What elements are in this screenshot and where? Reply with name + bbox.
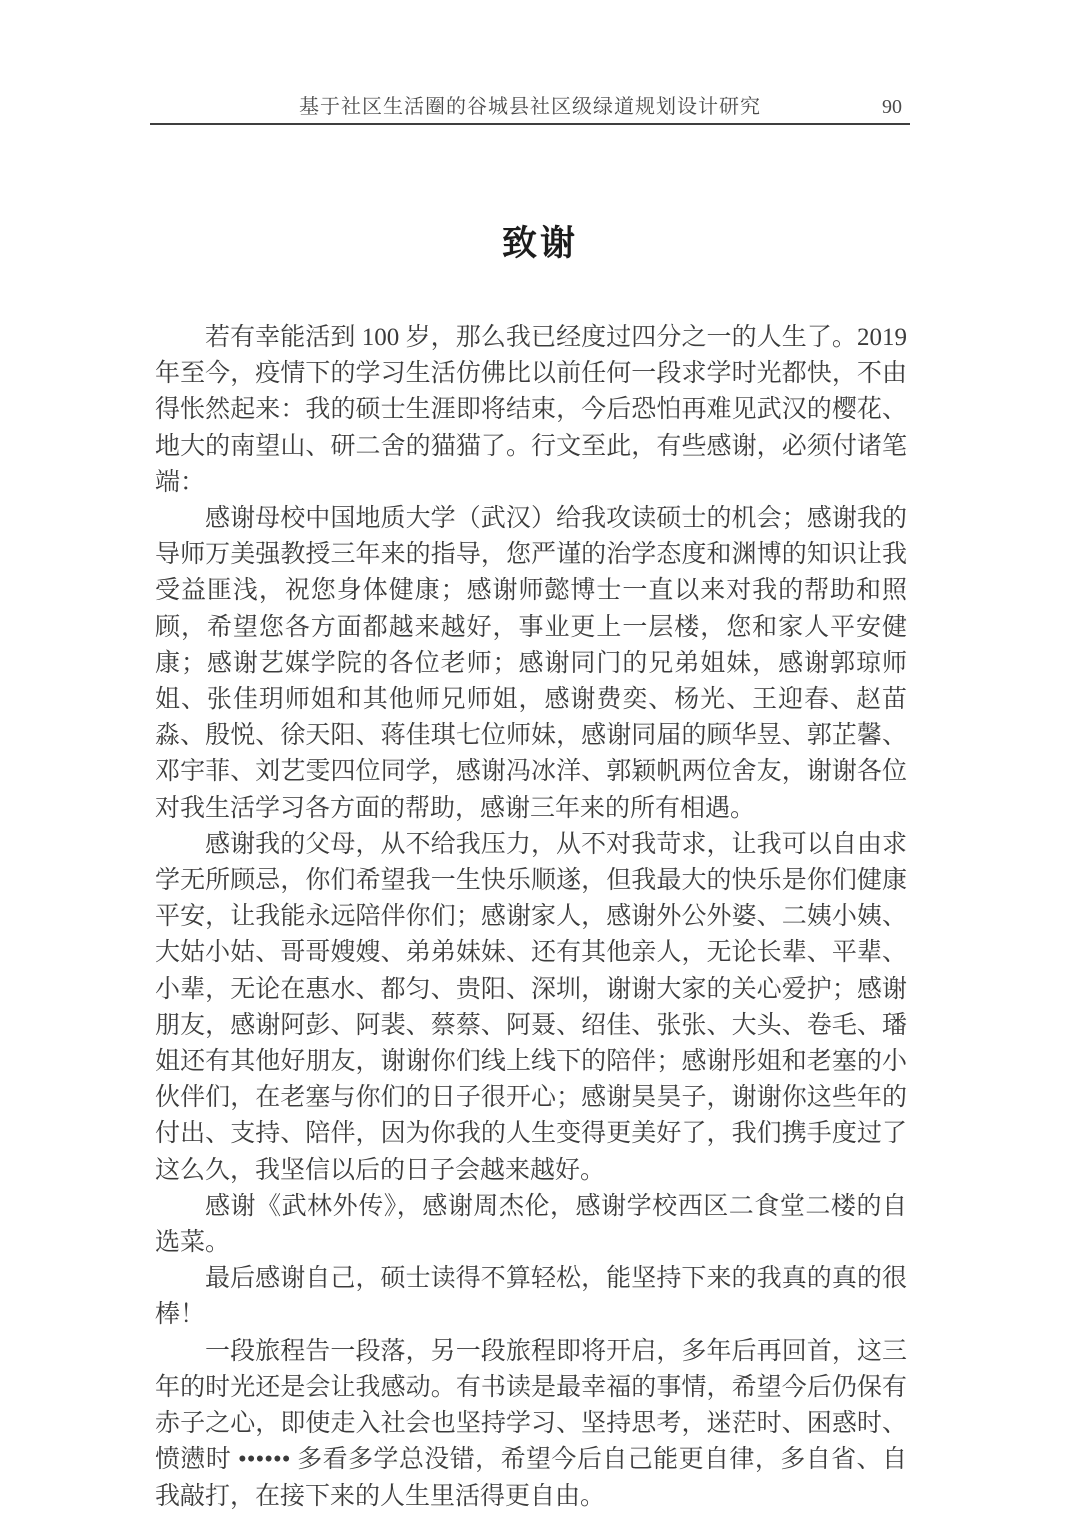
page-number: 90 [882,96,902,118]
paragraph-4: 感谢《武林外传》，感谢周杰伦，感谢学校西区二食堂二楼的自选菜。 [155,1192,907,1257]
paragraph-6: 一段旅程告一段落，另一段旅程即将开启，多年后再回首，这三年的时光还是会让我感动。有书读是最幸福的事情，希望今后仍保有赤子之心，即使走入社会也坚持学习、坚持思考，迷茫时、困惑时、愤懑时 •••••• 多看多学总没错，希望今后自己能更自律，多自省、自我敲打，在接下来的人生里活得更自由。 [155,1337,907,1510]
acknowledgements-body [155,320,907,1515]
section-title: 致谢 [501,224,578,263]
paragraph-3: 感谢我的父母，从不给我压力，从不对我苛求，让我可以自由求学无所顾忌，你们希望我一生快乐顺遂，但我最大的快乐是你们健康平安，让我能永远陪伴你们；感谢家人，感谢外公外婆、二姨小姨、大姑小姑、哥哥嫂嫂、弟弟妹妹、还有其他亲人，无论长辈、平辈、小辈，无论在惠水、都匀、贵阳、深圳，谢谢大家的关心爱护；感谢朋友，感谢阿彭、阿裴、蔡蔡、阿聂、绍佳、张张、大头、卷毛、璠姐还有其他好朋友，谢谢你们线上线下的陪伴；感谢彤姐和老塞的小伙伴们，在老塞与你们的日子很开心；感谢昊昊子，谢谢你这些年的付出、支持、陪伴，因为你我的人生变得更美好了，我们携手度过了这么久，我坚信以后的日子会越来越好。 [155,830,907,1184]
running-header-title: 基于社区生活圈的谷城县社区级绿道规划设计研究 [299,96,761,118]
header-rule [150,123,910,125]
paragraph-1: 若有幸能活到 100 岁，那么我已经度过四分之一的人生了。2019 年至今，疫情下的学习生活仿佛比以前任何一段求学时光都快，不由得怅然起来：我的硕士生涯即将结束，今后恐怕再难见武汉的樱花、地大的南望山、研二舍的猫猫了。行文至此，有些感谢，必须付诸笔端： [155,324,907,496]
paragraph-2: 感谢母校中国地质大学（武汉）给我攻读硕士的机会；感谢我的导师万美强教授三年来的指导，您严谨的治学态度和渊博的知识让我受益匪浅，祝您身体健康；感谢师懿博士一直以来对我的帮助和照顾，希望您各方面都越来越好，事业更上一层楼，您和家人平安健康；感谢艺媒学院的各位老师；感谢同门的兄弟姐妹，感谢郭琼师姐、张佳玥师姐和其他师兄师姐，感谢费奕、杨光、王迎春、赵苗淼、殷悦、徐天阳、蒋佳琪七位师妹，感谢同届的顾华昱、郭芷馨、邓宇菲、刘艺雯四位同学，感谢冯冰洋、郭颖帆两位舍友，谢谢各位对我生活学习各方面的帮助，感谢三年来的所有相遇。 [155,505,907,822]
running-header [150,94,910,120]
paragraph-5: 最后感谢自己，硕士读得不算轻松，能坚持下来的我真的真的很棒！ [155,1265,907,1329]
